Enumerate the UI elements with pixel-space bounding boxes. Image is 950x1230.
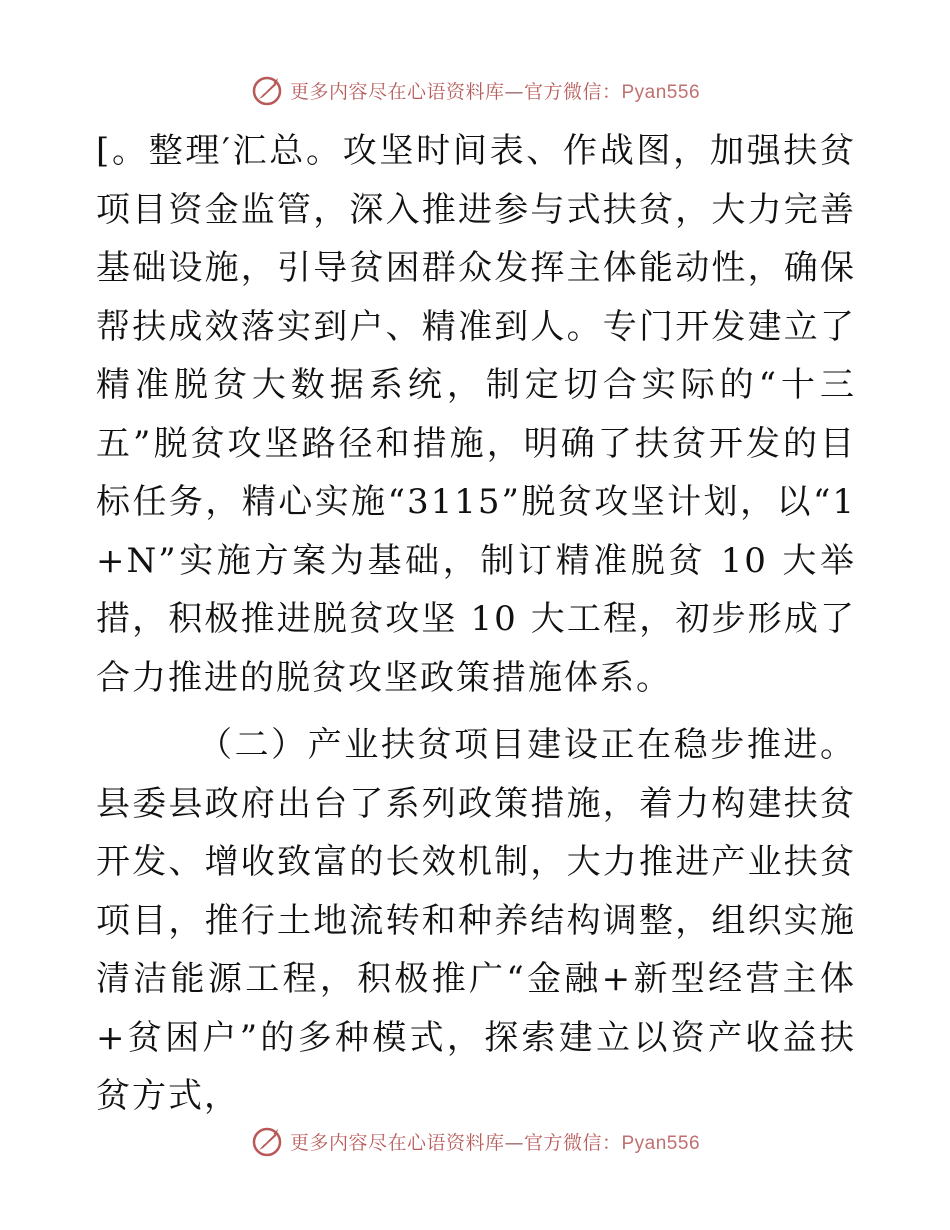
footer-watermark (0, 1121, 950, 1161)
header-watermark (0, 70, 950, 110)
body-paragraph-2: （二）产业扶贫项目建设正在稳步推进。县委县政府出台了系列政策措施，着力构建扶贫开发、增收致富的长效机制，大力推进产业扶贫项目，推行土地流转和种养结构调整，组织实施清洁能源工程，积极推广“金融+新型经营主体+贫困户”的多种模式，探索建立以资产收益扶贫方式， (96, 725, 856, 1116)
feather-pen-logo-icon (250, 73, 284, 107)
watermark-text: 更多内容尽在心语资料库—官方微信：Pyan556 (289, 80, 701, 103)
body-paragraph-1: [。整理′汇总。攻坚时间表、作战图，加强扶贫项目资金监管，深入推进参与式扶贫，大力完善基础设施，引导贫困群众发挥主体能动性，确保帮扶成效落实到户、精准到人。专门开发建立了精准脱贫大数据系统，制定切合实际的“十三五”脱贫攻坚路径和措施，明确了扶贫开发的目标任务，精心实施“3115”脱贫攻坚计划，以“1+N”实施方案为基础，制订精准脱贫 10 大举措，积极推进脱贫攻坚 10 大工程，初步形成了合力推进的脱贫攻坚政策措施体系。 (96, 131, 856, 698)
watermark-text: 更多内容尽在心语资料库—官方微信：Pyan556 (289, 1131, 701, 1154)
document-body (96, 122, 856, 1126)
feather-pen-logo-icon (250, 1124, 284, 1158)
